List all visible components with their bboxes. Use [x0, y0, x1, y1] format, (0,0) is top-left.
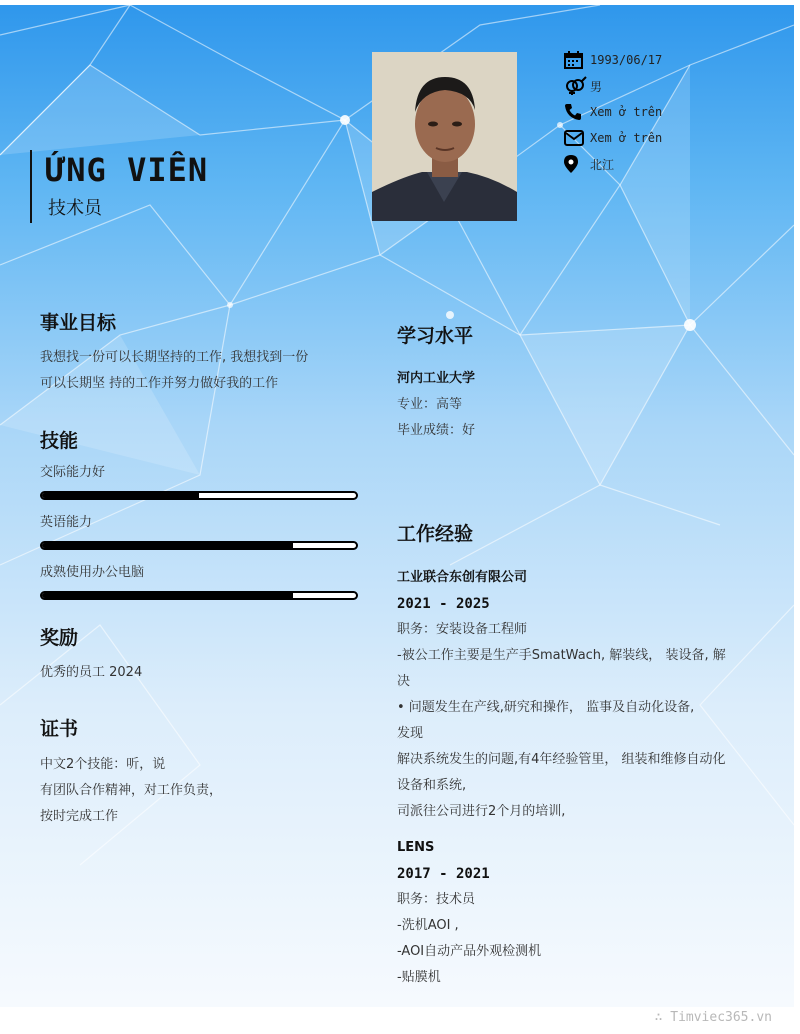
candidate-role: 技术员: [48, 198, 102, 219]
job-period: 2017 - 2021: [397, 866, 490, 882]
job-line: -被公工作主要是生产手SmatWach, 解装线， 装设备, 解: [397, 648, 726, 663]
job-line: • 问题发生在产线,研究和操作， 监事及自动化设备,: [397, 700, 695, 715]
skill-label: 交际能力好: [40, 465, 106, 480]
skill-bar-fill: [42, 493, 199, 498]
calendar-icon: [564, 50, 590, 70]
contact-info: [564, 47, 662, 177]
resume-page: [0, 5, 794, 1007]
envelope-icon: [564, 128, 590, 148]
skills-title: 技能: [40, 430, 79, 452]
job-line: -贴膜机: [397, 970, 441, 985]
job-period: 2021 - 2025: [397, 596, 490, 612]
education-title: 学习水平: [397, 325, 474, 347]
skill-label: 成熟使用办公电脑: [40, 565, 145, 580]
profile-photo: [372, 52, 517, 221]
awards-title: 奖励: [40, 627, 79, 649]
contact-address: [564, 151, 662, 177]
birthday-value: 1993/06/17: [590, 53, 663, 67]
skill-label: 英语能力: [40, 515, 93, 530]
job-line: 司派往公司进行2个月的培训,: [397, 804, 566, 819]
map-marker-icon: [564, 154, 590, 174]
skill-bar: [40, 591, 358, 600]
certificate-line: 中文2个技能：听，说: [40, 757, 166, 772]
job-line: -AOI自动产品外观检测机: [397, 944, 542, 959]
job-line: 职务：技术员: [397, 892, 476, 907]
certificate-line: 按时完成工作: [40, 809, 119, 824]
phone-icon: [564, 102, 590, 122]
job-line: 发现: [397, 726, 424, 741]
email-value: Xem ở trên: [590, 131, 663, 145]
experience-title: 工作经验: [397, 523, 474, 545]
contact-email: [564, 125, 662, 151]
job-entry: [397, 835, 762, 991]
skill-bar-fill: [42, 593, 293, 598]
objective-line: 可以长期坚 持的工作并努力做好我的工作: [40, 376, 279, 391]
objective-title: 事业目标: [40, 312, 117, 334]
job-line: -洗机AOI ,: [397, 918, 459, 933]
awards-text: 优秀的员工 2024: [40, 665, 143, 680]
job-line: 决: [397, 674, 411, 689]
contact-birthday: [564, 47, 662, 73]
contact-gender: [564, 73, 662, 99]
skill-bar-fill: [42, 543, 293, 548]
skill-bar: [40, 491, 358, 500]
name-block: [30, 150, 208, 223]
school-name: 河内工业大学: [397, 371, 476, 386]
address-value: 北江: [590, 157, 615, 172]
job-line: 设备和系统,: [397, 778, 467, 793]
education-major: 专业：高等: [397, 397, 463, 412]
job-company: LENS: [397, 840, 435, 855]
skill-bar: [40, 541, 358, 550]
contact-phone: [564, 99, 662, 125]
certificate-line: 有团队合作精神，对工作负责，: [40, 783, 223, 798]
phone-value: Xem ở trên: [590, 105, 663, 119]
footer-brand: ∴ Timviec365.vn: [654, 1010, 772, 1025]
education-grade: 毕业成绩：好: [397, 423, 476, 438]
objective-line: 我想找一份可以长期坚持的工作, 我想找到一份: [40, 350, 309, 365]
certificates-text: [40, 752, 222, 830]
job-company: 工业联合东创有限公司: [397, 570, 528, 585]
portrait-image: [372, 52, 517, 221]
objective-text: [40, 345, 308, 397]
job-line: 解决系统发生的问题,有4年经验管里， 组装和维修自动化: [397, 752, 726, 767]
candidate-name: ỨNG VIÊN: [46, 151, 209, 189]
gender-icon: [564, 76, 590, 96]
job-line: 职务：安装设备工程师: [397, 622, 528, 637]
job-entry: [397, 565, 762, 825]
education-block: [397, 366, 475, 444]
certificates-title: 证书: [40, 718, 79, 740]
gender-value: 男: [590, 79, 603, 94]
